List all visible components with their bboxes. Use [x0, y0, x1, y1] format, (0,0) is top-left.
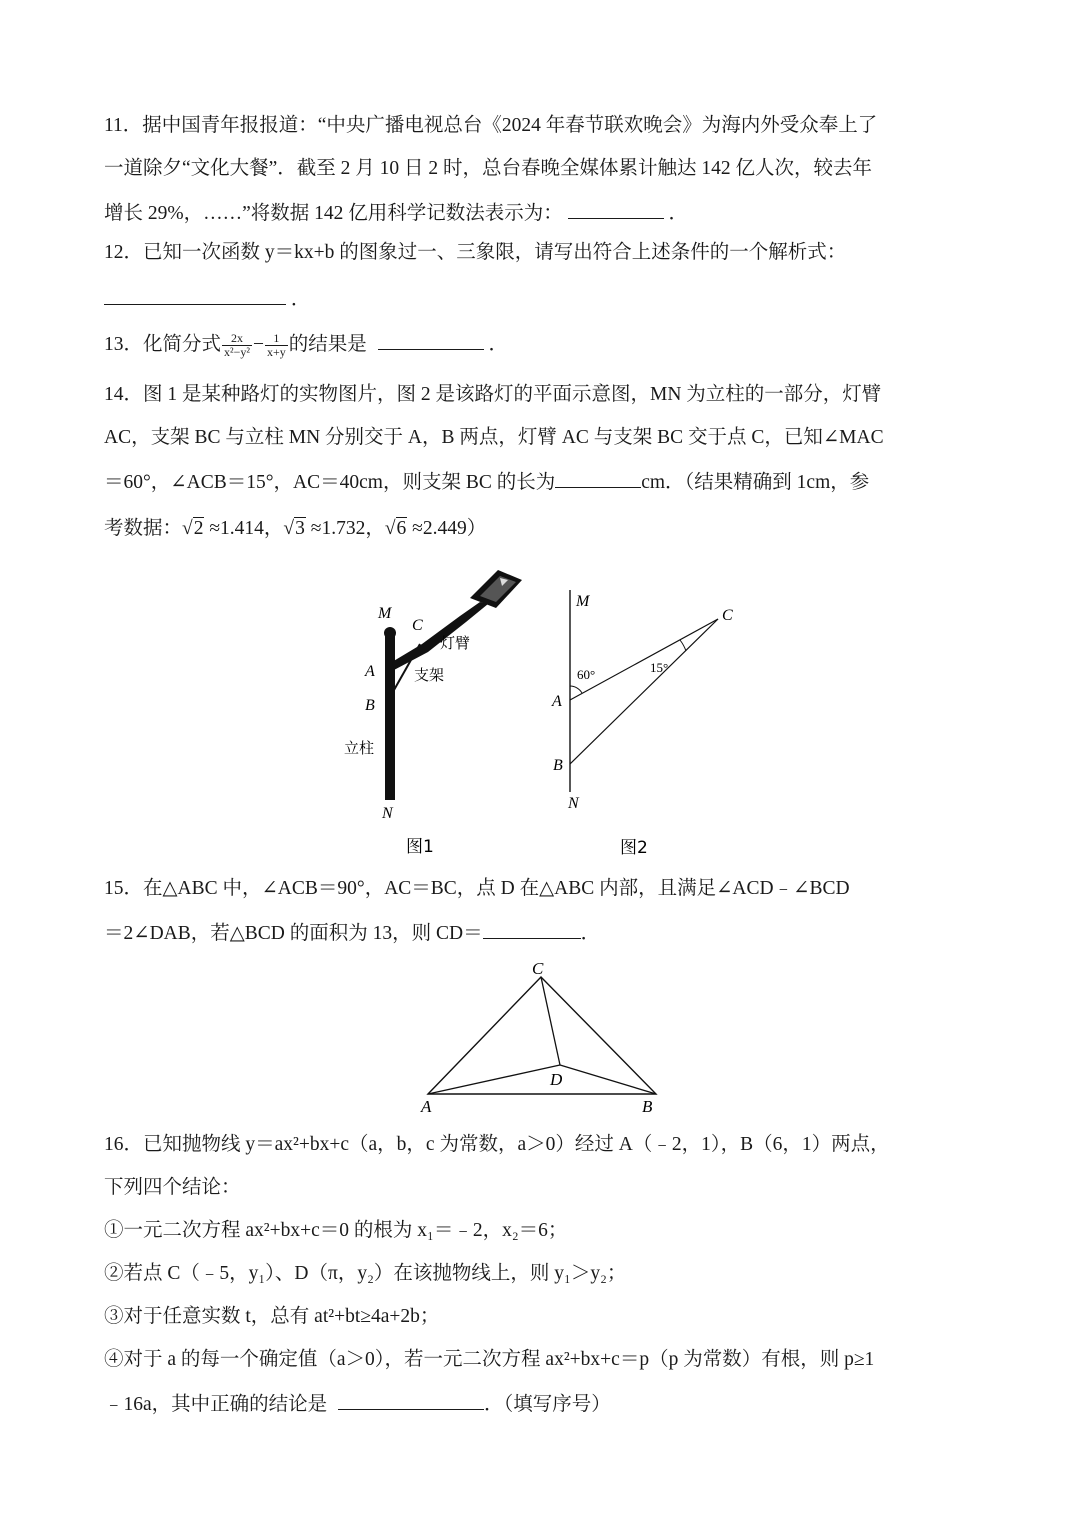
q16-last-text: ﹣16a，其中正确的结论是: [104, 1394, 328, 1415]
figure-2-caption: 图2: [620, 838, 648, 858]
label-c: C: [532, 959, 544, 978]
sqrt-6-value: ≈2.449）: [412, 518, 487, 539]
q11-line-1: 11．据中国青年报报道：“中央广播电视总台《2024 年春节联欢晚会》为海内外受众奉上了: [104, 115, 878, 136]
q14-line-4: [104, 517, 486, 541]
line-ac: [570, 619, 718, 700]
q16-option-1: ①一元二次方程 ax²+bx+c＝0 的根为 x₁＝﹣2，x₂＝6；: [104, 1220, 568, 1241]
q13-end: ．: [488, 334, 509, 355]
segment-ad: [428, 1065, 560, 1094]
q14-line-3b: cm．（结果精确到 1cm，参: [641, 472, 870, 493]
q16-option-4: ④对于 a 的每一个确定值（a＞0），若一元二次方程 ax²+bx+c＝p（p 为常数）有根，则 p≥1: [104, 1349, 875, 1370]
label-bracket: 支架: [414, 666, 445, 684]
label-a: A: [421, 1097, 432, 1116]
q16-last-line: [104, 1391, 611, 1417]
q12-line-1: 12．已知一次函数 y＝kx+b 的图象过一、三象限，请写出符合上述条件的一个解析式：: [104, 242, 847, 263]
sqrt-6-radicand: 6: [396, 518, 407, 539]
sqrt-2-radicand: 2: [193, 518, 204, 539]
q15-end: ．: [580, 923, 601, 944]
q16-option-3: ③对于任意实数 t，总有 at²+bt≥4a+2b；: [104, 1306, 440, 1327]
q12-end: ．: [290, 289, 311, 310]
label-lamp-arm: 灯臂: [440, 634, 471, 652]
label-c: C: [722, 607, 733, 624]
sqrt-3-value: ≈1.732，: [310, 518, 385, 539]
label-n: N: [382, 805, 393, 822]
q11-answer-blank[interactable]: [568, 200, 664, 219]
angle-a-label: 60°: [577, 667, 596, 682]
q14-line-1: 14．图 1 是某种路灯的实物图片，图 2 是该路灯的平面示意图，MN 为立柱的一部分，灯臂: [104, 384, 882, 405]
q12-answer-blank[interactable]: [104, 286, 286, 305]
label-c: C: [412, 617, 423, 634]
minus-sign: −: [252, 334, 264, 355]
fraction-2x-over-x2-y2: $\frac{2x}{\text{x²−y²}}$: [224, 331, 250, 360]
label-d: D: [550, 1070, 563, 1089]
q15-line-2: [104, 920, 600, 946]
sqrt-3-radicand: 3: [295, 518, 305, 539]
figure-2-diagram: [540, 580, 760, 860]
q16-answer-blank[interactable]: [338, 1391, 484, 1410]
q14-line-2: AC，支架 BC 与立柱 MN 分别交于 A，B 两点，灯臂 AC 与支架 BC 交于点 C，已知∠MAC: [104, 427, 884, 448]
label-m: M: [576, 593, 590, 610]
q11-end: ．: [668, 203, 689, 224]
q11-line-3-text: 增长 29%，……”将数据 142 亿用科学记数法表示为：: [104, 203, 563, 224]
sqrt-icon: √: [182, 518, 193, 539]
sqrt-2-value: ≈1.414，: [209, 518, 284, 539]
label-n: N: [568, 795, 579, 812]
sqrt-icon: √: [384, 518, 396, 539]
q13-answer-blank[interactable]: [378, 331, 484, 350]
pole-shape: [385, 632, 395, 800]
angle-15-arc: [680, 640, 686, 651]
figure-1-street-lamp: [330, 560, 550, 860]
figure-1-caption: 图1: [406, 837, 434, 857]
angle-60-arc: [570, 686, 582, 693]
q14-ref-label: 考数据：: [104, 518, 183, 539]
q16-line-1: 16．已知抛物线 y＝ax²+bx+c（a，b，c 为常数，a＞0）经过 A（﹣2，1），B（6，1）两点，: [104, 1134, 890, 1155]
segment-cd: [541, 977, 560, 1065]
label-a: A: [552, 693, 562, 710]
label-b: B: [365, 697, 375, 714]
q14-line-3: [104, 469, 869, 495]
q11-line-3: [104, 200, 688, 226]
q16-option-2: ②若点 C（﹣5，y₁）、D（π，y₂）在该抛物线上，则 y₁＞y₂；: [104, 1263, 627, 1284]
fraction-1-over-x-plus-y: $\frac{1}{x+y}$: [266, 331, 286, 360]
figure-triangle-abcd: [400, 950, 680, 1120]
q15-line-2-text: ＝2∠DAB，若△BCD 的面积为 13，则 CD＝: [104, 923, 483, 944]
q15-answer-blank[interactable]: [483, 920, 581, 939]
label-b: B: [642, 1097, 653, 1116]
q14-answer-blank[interactable]: [555, 469, 641, 488]
triangle-abc: [428, 977, 656, 1094]
angle-c-label: 15°: [650, 660, 669, 675]
q13-line: [104, 331, 508, 359]
q14-line-3a: ＝60°，∠ACB＝15°，AC＝40cm，则支架 BC 的长为: [104, 472, 556, 493]
sqrt-icon: √: [283, 518, 295, 539]
label-a: A: [365, 663, 375, 680]
q16-line-2: 下列四个结论：: [104, 1177, 241, 1198]
label-m: M: [378, 605, 392, 622]
q15-line-1: 15．在△ABC 中，∠ACB＝90°，AC＝BC，点 D 在△ABC 内部，且满足∠ACD﹣∠BCD: [104, 878, 850, 899]
q11-line-2: 一道除夕“文化大餐”．截至 2 月 10 日 2 时，总台春晚全媒体累计触达 142 亿人次，较去年: [104, 158, 873, 179]
q12-line-2: [104, 286, 310, 312]
label-b: B: [553, 757, 563, 774]
label-pole: 立柱: [344, 739, 375, 757]
q16-end: ．（填写序号）: [484, 1394, 611, 1415]
q13-prefix: 13．化简分式: [104, 334, 222, 355]
line-bc: [570, 619, 718, 764]
q13-suffix: 的结果是: [288, 334, 367, 355]
